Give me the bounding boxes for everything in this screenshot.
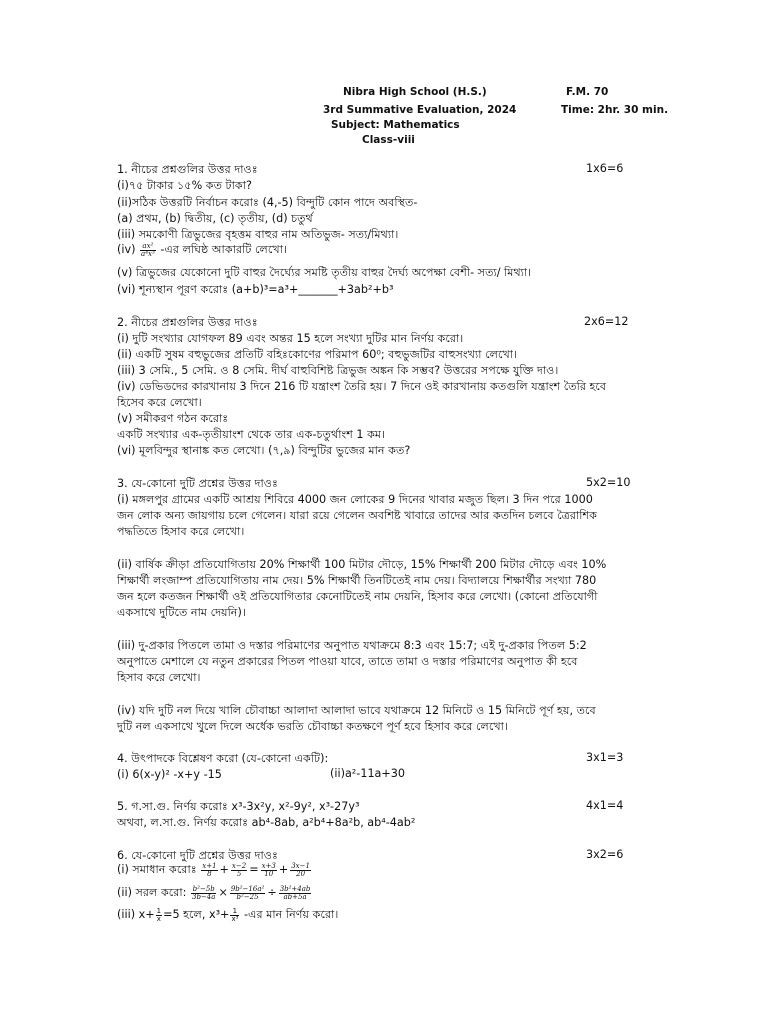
q3-i-line3: পদ্ধতিতে হিসাব করে লেখো। bbox=[117, 525, 245, 538]
q6-i-op1: + bbox=[219, 863, 229, 876]
q6-iii bbox=[117, 907, 338, 923]
q6-i-prefix: (i) সমাধান করোঃ bbox=[117, 863, 197, 876]
q6-ii-op2: ÷ bbox=[267, 886, 277, 899]
q2-i: (i) দুটি সংখ্যার যোগফল 89 এবং অন্তর 15 হলে সংখ্যা দুটির মান নির্ণয় করো। bbox=[117, 332, 464, 345]
q6-iii-f2-num: 1 bbox=[230, 908, 239, 916]
q5-marks: 4x1=4 bbox=[586, 799, 624, 812]
q3-i-line1: (i) মঙ্গলপুর গ্রামের একটি আশ্রয় শিবিরে 4000 জন লোকের 9 দিনের খাবার মজুত ছিল। 3 দিন পরে 1000 bbox=[117, 493, 593, 506]
q4-i: (i) 6(x-y)² -x+y -15 bbox=[117, 768, 222, 781]
q3-ii-line2: শিক্ষার্থী লংজাম্প প্রতিযোগিতায় নাম দেয়। 5% শিক্ষার্থী তিনটিতেই নাম দেয়। বিদ্যালয়ে শিক্ষার্থীর সংখ্যা 780 bbox=[117, 574, 597, 587]
q6-ii-f3-den: ab+5a bbox=[283, 892, 307, 901]
q3-marks: 5x2=10 bbox=[586, 476, 631, 489]
q1-iv-suffix: -এর লঘিষ্ঠ আকারটি লেখো। bbox=[156, 243, 287, 256]
q3-title: 3. যে-কোনো দুটি প্রশ্নের উত্তর দাওঃ bbox=[117, 477, 278, 490]
q6-iii-part-b: =5 হলে, x³+ bbox=[163, 908, 230, 921]
q6-i-op3: + bbox=[278, 863, 289, 876]
q6-iii-f1-den: x bbox=[156, 914, 161, 923]
q6-i-f2-den: 5 bbox=[236, 869, 242, 878]
class-label: Class-viii bbox=[362, 134, 415, 146]
q1-iv-numerator: ax² bbox=[140, 243, 156, 251]
q6-ii bbox=[117, 885, 312, 901]
q3-iii-line3: হিসাব করে লেখো। bbox=[117, 671, 201, 684]
q2-iv-line1: (iv) ডেভিডদের কারখানায় 3 দিনে 216 টি যন্ত্রাংশ তৈরি হয়। 7 দিনে ওই কারখানায় কতগুলি যন্ত্রাংশ তৈরি হবে bbox=[117, 380, 607, 393]
q1-title: 1. নীচের প্রশ্নগুলির উত্তর দাওঃ bbox=[117, 163, 258, 176]
q1-ii: (ii)সঠিক উত্তরটি নির্বাচন করোঃ (4,-5) বিন্দুটি কোন পাদে অবস্থিত- bbox=[117, 196, 418, 209]
q6-i bbox=[117, 862, 312, 878]
q1-iii: (iii) সমকোণী ত্রিভুজের বৃহত্তম বাহুর নাম অতিভুজ- সত্য/মিথ্যা। bbox=[117, 228, 399, 241]
full-marks: F.M. 70 bbox=[566, 86, 609, 98]
q6-ii-f2-den: b²−25 bbox=[236, 892, 259, 901]
subject-label: Subject: Mathematics bbox=[331, 119, 460, 131]
q6-i-f1-den: 8 bbox=[207, 869, 212, 878]
time-allowed: Time: 2hr. 30 min. bbox=[561, 104, 669, 116]
q6-ii-f1-num: b²−5b bbox=[192, 884, 215, 893]
q3-i-line2: জন লোক অন্য জায়গায় চলে গেলেন। যারা রয়ে গেলেন অবশিষ্ট খাবারে তাদের আর কতদিন চলবে ত্রৈরাশিক bbox=[117, 509, 597, 522]
q3-ii-line3: জন হলে কতজন শিক্ষার্থী ওই প্রতিযোগিতার কেনোটিতেই নাম দেয়নি, হিসাব করে লেখো। (কোনো প্রতিযোগী bbox=[117, 590, 598, 603]
q6-ii-op1: × bbox=[218, 886, 228, 899]
q2-v: (v) সমীকরণ গঠন করোঃ bbox=[117, 412, 229, 425]
q1-v: (v) ত্রিভুজের যেকোনো দুটি বাহুর দৈর্ঘ্যের সমষ্টি তৃতীয় বাহুর দৈর্ঘ্য অপেক্ষা বেশী- সত্য/ মিথ্যা। bbox=[117, 266, 532, 279]
q6-marks: 3x2=6 bbox=[586, 848, 624, 861]
q1-iv bbox=[117, 242, 287, 258]
q5-title: 5. গ.সা.গু. নির্ণয় করোঃ x³-3x²y, x²-9y², x³-27y³ bbox=[117, 800, 360, 813]
q6-iii-fraction-1 bbox=[156, 908, 162, 923]
q1-vi: (vi) শূন্যস্থান পূরণ করোঃ (a+b)³=a³+_______+3ab²+b³ bbox=[117, 283, 394, 296]
q6-i-f3-num: x+3 bbox=[261, 861, 276, 870]
q6-ii-fraction-2 bbox=[230, 886, 266, 901]
q1-iv-denominator: a⁴x³ bbox=[141, 249, 155, 258]
q1-ii-options: (a) প্রথম, (b) দ্বিতীয়, (c) তৃতীয়, (d) চতুর্থ bbox=[117, 212, 313, 225]
q5-alt: অথবা, ল.সা.গু. নির্ণয় করোঃ ab⁴-8ab, a²b⁴+8a²b, ab⁴-4ab² bbox=[117, 816, 416, 829]
q6-i-f4-num: 3x−1 bbox=[291, 861, 310, 870]
q6-ii-f3-num: 3b²+4ab bbox=[279, 884, 311, 893]
q3-ii-line4: একসাথে দুটিতে নাম দেয়নি)। bbox=[117, 606, 246, 619]
school-name: Nibra High School (H.S.) bbox=[343, 86, 487, 98]
q2-iii: (iii) 3 সেমি., 5 সেমি. ও 8 সেমি. দীর্ঘ বাহুবিশিষ্ট ত্রিভুজ অঙ্কন কি সম্ভব? উত্তরের সপক্ষে যুক্তি দাও। bbox=[117, 364, 559, 377]
q6-iii-part-a: (iii) x+ bbox=[117, 908, 155, 921]
q2-marks: 2x6=12 bbox=[584, 315, 629, 328]
q4-ii: (ii)a²-11a+30 bbox=[330, 767, 406, 780]
q6-iii-f2-den: x³ bbox=[231, 914, 239, 923]
q6-i-op2: = bbox=[249, 863, 259, 876]
q6-ii-f2-num: 9b²−16a² bbox=[230, 884, 265, 893]
q2-title: 2. নীচের প্রশ্নগুলির উত্তর দাওঃ bbox=[117, 316, 258, 329]
q2-vi: (vi) মূলবিন্দুর স্থানাঙ্ক কত লেখো। (৭,৯) বিন্দুটির ভুজের মান কত? bbox=[117, 444, 411, 457]
q6-title: 6. যে-কোনো দুটি প্রশ্নের উত্তর দাওঃ bbox=[117, 849, 278, 862]
q6-i-f4-den: 20 bbox=[296, 869, 306, 878]
q4-title: 4. উৎপাদকে বিশ্লেষণ করো (যে-কোনো একটি): bbox=[117, 752, 329, 765]
q6-i-fraction-2 bbox=[231, 863, 247, 878]
q6-i-fraction-1 bbox=[201, 863, 217, 878]
q3-iv-line2: দুটি নল একসাথে খুলে দিলে অর্ধেক ভরতি চৌবাচ্চা কতক্ষণে পূর্ণ হবে হিসাব করে লেখো। bbox=[117, 720, 508, 733]
q3-iii-line1: (iii) দু-প্রকার পিতলে তামা ও দস্তার পরিমাণের অনুপাত যথাক্রমে 8:3 এবং 15:7; এই দু-প্রকার পিতল 5:2 bbox=[117, 639, 587, 652]
q1-marks: 1x6=6 bbox=[586, 162, 624, 175]
q2-v-text: একটি সংখ্যার এক-তৃতীয়াংশ থেকে তার এক-চতুর্থাংশ 1 কম। bbox=[117, 428, 386, 441]
q3-iv-line1: (iv) যদি দুটি নল দিয়ে খালি চৌবাচ্চা আলাদা আলাদা ভাবে যথাক্রমে 12 মিনিটে ও 15 মিনিটে পূর্ণ হয়, তবে bbox=[117, 704, 596, 717]
q6-iii-f1-num: 1 bbox=[156, 906, 162, 915]
exam-name: 3rd Summative Evaluation, 2024 bbox=[323, 104, 517, 116]
q2-iv-line2: হিসেব করে লেখো। bbox=[117, 396, 202, 409]
q6-iii-fraction-2 bbox=[230, 908, 239, 923]
q6-ii-fraction-3 bbox=[279, 886, 312, 901]
q4-marks: 3x1=3 bbox=[586, 751, 624, 764]
q1-iv-fraction bbox=[140, 243, 156, 258]
q6-ii-prefix: (ii) সরল করো: bbox=[117, 886, 187, 899]
q6-ii-f1-den: 3b−4a bbox=[192, 892, 216, 901]
q6-i-fraction-3 bbox=[261, 863, 277, 878]
q6-i-f1-num: x+1 bbox=[202, 861, 217, 870]
q1-iv-prefix: (iv) bbox=[117, 243, 136, 256]
q6-i-f3-den: 10 bbox=[264, 869, 274, 878]
q6-ii-fraction-1 bbox=[191, 886, 216, 901]
q3-ii-line1: (ii) বার্ষিক ক্রীড়া প্রতিযোগিতায় 20% শিক্ষার্থী 100 মিটার দৌড়ে, 15% শিক্ষার্থী 200 মিটার দৌড়ে এবং 10% bbox=[117, 558, 607, 571]
q2-ii: (ii) একটি সুষম বহুভুজের প্রতিটি বহিঃকোণের পরিমাপ 60⁰; বহুভুজটির বাহুসংখ্যা লেখো। bbox=[117, 348, 518, 361]
q6-i-fraction-4 bbox=[290, 863, 311, 878]
q1-i: (i)৭৫ টাকার ১৫% কত টাকা? bbox=[117, 179, 252, 192]
q6-i-f2-num: x−2 bbox=[231, 861, 247, 870]
q3-iii-line2: অনুপাতে মেশালে যে নতুন প্রকারের পিতল পাওয়া যাবে, তাতে তামা ও দস্তার পরিমাণের অনুপাত কী হবে bbox=[117, 655, 578, 668]
q6-iii-part-c: -এর মান নির্ণয় করো। bbox=[240, 908, 339, 921]
